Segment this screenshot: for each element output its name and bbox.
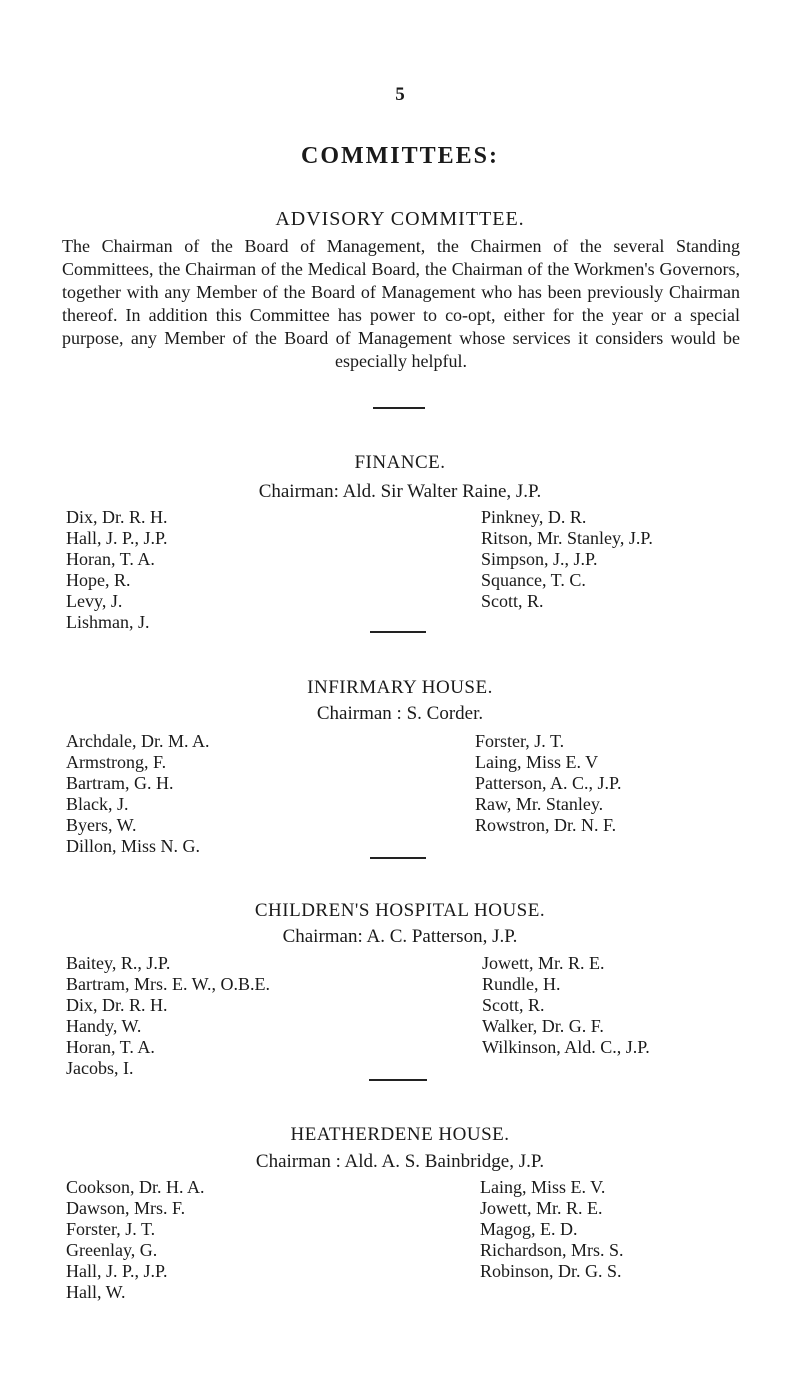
member-name: Rundle, H.: [482, 974, 561, 994]
member-name: Jowett, Mr. R. E.: [482, 953, 605, 973]
heatherdene-house-members-left: [66, 1177, 205, 1303]
member-name: Hall, J. P., J.P.: [66, 1261, 168, 1281]
member-name: Dawson, Mrs. F.: [66, 1198, 186, 1218]
childrens-hospital-house-chairman: Chairman: A. C. Patterson, J.P.: [282, 926, 518, 947]
member-name: Horan, T. A.: [66, 549, 155, 569]
infirmary-house-heading: INFIRMARY HOUSE.: [307, 677, 493, 698]
member-name: Bartram, Mrs. E. W., O.B.E.: [66, 974, 270, 994]
member-name: Rowstron, Dr. N. F.: [475, 815, 617, 835]
infirmary-house-chairman: Chairman : S. Corder.: [316, 703, 484, 724]
member-name: Black, J.: [66, 794, 129, 814]
advisory-committee-description: The Chairman of the Board of Management, the Chairmen of the several Standing Committees, the Chairman of the Medical Board, the Chairman of the Workmen's Governors, together with any Member of the Board of Management who has been previously Chairman thereof. In addition this Committee has power to co-opt, either for the year or a special purpose, any Member of the Board of Management whose services it considers would be especially helpful.: [62, 236, 740, 371]
finance-chairman: Chairman: Ald. Sir Walter Raine, J.P.: [258, 481, 542, 502]
heatherdene-house-heading: HEATHERDENE HOUSE.: [290, 1124, 510, 1145]
member-name: Robinson, Dr. G. S.: [480, 1261, 622, 1281]
member-name: Dix, Dr. R. H.: [66, 995, 168, 1015]
childrens-hospital-house-members-right: [482, 953, 650, 1058]
member-name: Forster, J. T.: [66, 1219, 156, 1239]
member-name: Hall, W.: [66, 1282, 126, 1302]
member-name: Scott, R.: [482, 995, 545, 1015]
member-name: Scott, R.: [481, 591, 544, 611]
member-name: Magog, E. D.: [480, 1219, 578, 1239]
member-name: Squance, T. C.: [481, 570, 586, 590]
member-name: Hall, J. P., J.P.: [66, 528, 168, 548]
member-name: Laing, Miss E. V.: [480, 1177, 606, 1197]
member-name: Armstrong, F.: [66, 752, 167, 772]
childrens-hospital-house-heading: CHILDREN'S HOSPITAL HOUSE.: [254, 900, 546, 921]
member-name: Dix, Dr. R. H.: [66, 507, 168, 527]
member-name: Pinkney, D. R.: [481, 507, 587, 527]
page-number: 5: [395, 84, 405, 105]
member-name: Wilkinson, Ald. C., J.P.: [482, 1037, 650, 1057]
advisory-committee-heading: ADVISORY COMMITTEE.: [275, 208, 525, 230]
member-name: Dillon, Miss N. G.: [66, 836, 201, 856]
member-name: Simpson, J., J.P.: [481, 549, 598, 569]
divider: [373, 407, 425, 409]
member-name: Lishman, J.: [66, 612, 150, 632]
finance-members-right: [481, 507, 653, 612]
member-name: Forster, J. T.: [475, 731, 565, 751]
member-name: Greenlay, G.: [66, 1240, 158, 1260]
finance-heading: FINANCE.: [354, 452, 446, 473]
member-name: Jowett, Mr. R. E.: [480, 1198, 603, 1218]
member-name: Patterson, A. C., J.P.: [475, 773, 622, 793]
infirmary-house-members-left: [66, 731, 209, 857]
member-name: Levy, J.: [66, 591, 123, 611]
member-name: Byers, W.: [66, 815, 137, 835]
finance-members-left: [66, 507, 168, 633]
member-name: Horan, T. A.: [66, 1037, 155, 1057]
member-name: Hope, R.: [66, 570, 131, 590]
heatherdene-house-chairman: Chairman : Ald. A. S. Bainbridge, J.P.: [255, 1151, 545, 1172]
divider: [370, 631, 426, 633]
member-name: Bartram, G. H.: [66, 773, 174, 793]
divider: [369, 1079, 427, 1081]
divider: [370, 857, 426, 859]
member-name: Jacobs, I.: [66, 1058, 134, 1078]
member-name: Ritson, Mr. Stanley, J.P.: [481, 528, 653, 548]
infirmary-house-members-right: [475, 731, 622, 836]
heatherdene-house-members-right: [480, 1177, 624, 1282]
childrens-hospital-house-members-left: [66, 953, 270, 1079]
page-title: COMMITTEES:: [300, 143, 499, 169]
member-name: Baitey, R., J.P.: [66, 953, 171, 973]
member-name: Raw, Mr. Stanley.: [475, 794, 604, 814]
member-name: Richardson, Mrs. S.: [480, 1240, 624, 1260]
member-name: Walker, Dr. G. F.: [482, 1016, 604, 1036]
member-name: Handy, W.: [66, 1016, 142, 1036]
member-name: Laing, Miss E. V: [475, 752, 599, 772]
member-name: Cookson, Dr. H. A.: [66, 1177, 205, 1197]
member-name: Archdale, Dr. M. A.: [66, 731, 210, 751]
